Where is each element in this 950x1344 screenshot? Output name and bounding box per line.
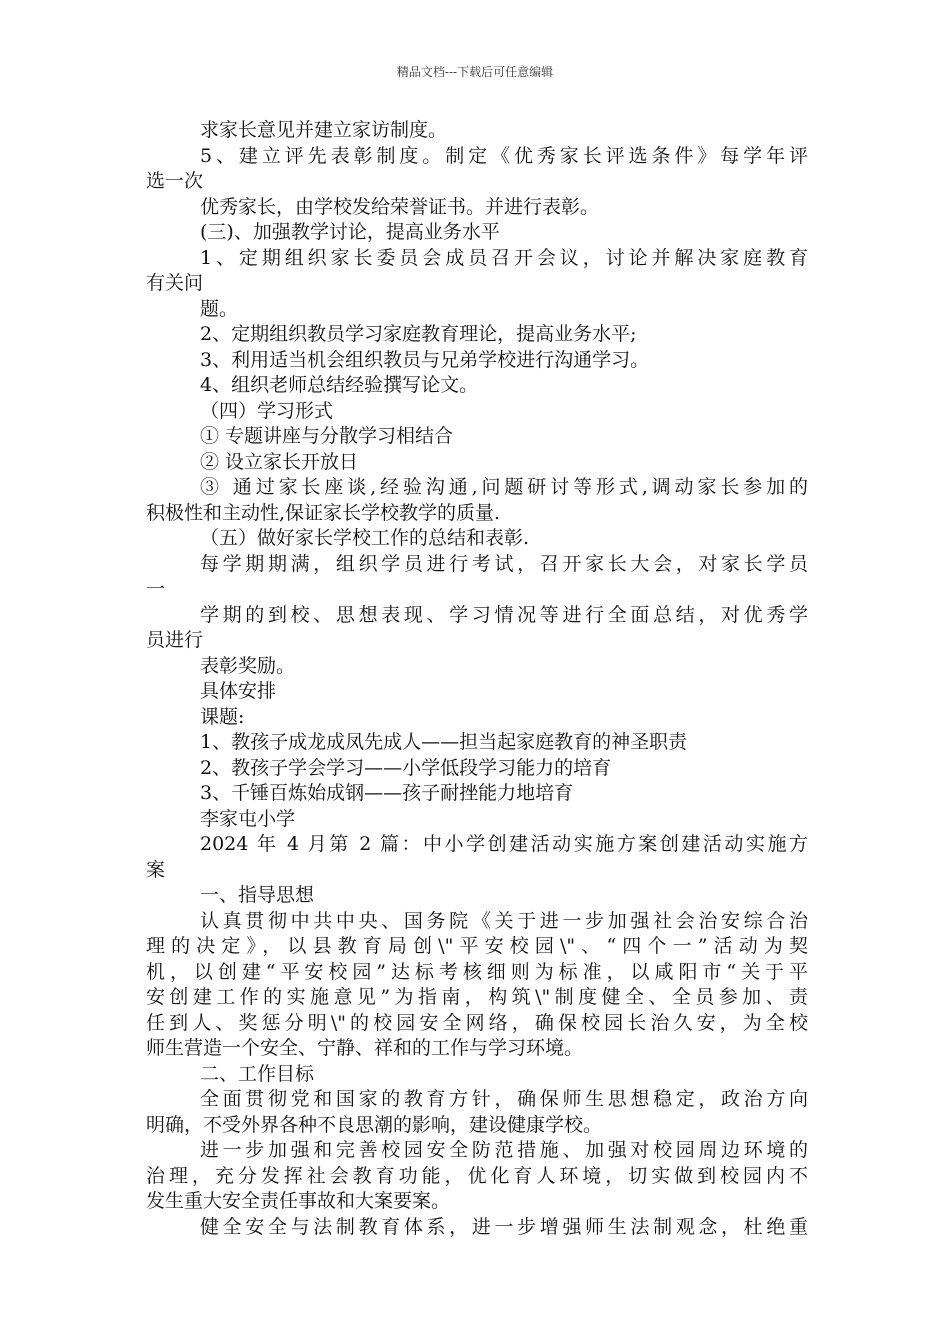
text-line: ③ 通过家长座谈,经验沟通,问题研讨等形式,调动家长参加的 xyxy=(200,476,808,498)
text-line: 2、定期组织教员学习家庭教育理论，提高业务水平; xyxy=(200,323,637,345)
text-line: 健全安全与法制教育体系，进一步增强师生法制观念，杜绝重 xyxy=(200,1215,808,1238)
text-line: 一 xyxy=(146,578,166,600)
text-line: 学期的到校、思想表现、学习情况等进行全面总结，对优秀学 xyxy=(200,603,808,626)
text-line: 1、定期组织家长委员会成员召开会议，讨论并解决家庭教育 xyxy=(200,246,808,269)
text-line: 治理，充分发挥社会教育功能，优化育人环境，切实做到校园内不 xyxy=(146,1164,808,1187)
text-line: 案 xyxy=(146,858,166,881)
text-line: (三)、加强教学讨论，提高业务水平 xyxy=(200,221,500,243)
text-line: 进一步加强和完善校园安全防范措施、加强对校园周边环境的 xyxy=(200,1139,808,1161)
text-line: 5、建立评先表彰制度。制定《优秀家长评选条件》每学年评 xyxy=(200,144,808,167)
text-line: ① 专题讲座与分散学习相结合 xyxy=(200,425,454,447)
text-line: 课题: xyxy=(200,705,245,728)
text-line: 3、利用适当机会组织教员与兄弟学校进行沟通学习。 xyxy=(200,348,650,371)
text-line: 积极性和主动性,保证家长学校教学的质量. xyxy=(146,501,501,524)
text-line: 认真贯彻中共中央、国务院《关于进一步加强社会治安综合治 xyxy=(200,909,808,932)
text-line: 3、千锤百炼始成钢——孩子耐挫能力地培育 xyxy=(200,782,574,804)
text-line: （四）学习形式 xyxy=(200,399,334,422)
text-line: 师生营造一个安全、宁静、祥和的工作与学习环境。 xyxy=(146,1037,584,1059)
text-line: 每学期期满，组织学员进行考试，召开家长大会，对家长学员 xyxy=(200,552,808,575)
text-line: 2024 年 4 月第 2 篇：中小学创建活动实施方案创建活动实施方 xyxy=(200,833,808,855)
text-line: 求家长意见并建立家访制度。 xyxy=(200,119,448,141)
text-line: 题。 xyxy=(200,297,239,320)
text-line: 机，以创建“平安校园”达标考核细则为标准，以咸阳市“关于平 xyxy=(146,960,808,983)
text-line: 表彰奖励。 xyxy=(200,654,296,677)
document-body xyxy=(146,118,808,1240)
text-line: 理的决定》，以县教育局创\"平安校园\"、“四个一”活动为契 xyxy=(146,935,808,957)
text-line: 一、指导思想 xyxy=(200,884,315,906)
text-line: （五）做好家长学校工作的总结和表彰. xyxy=(200,527,530,549)
text-line: 有关问 xyxy=(146,272,204,294)
page-header: 精品文档---下载后可任意编辑 xyxy=(396,65,554,79)
text-line: 优秀家长，由学校发给荣誉证书。并进行表彰。 xyxy=(200,195,600,218)
text-line: ② 设立家长开放日 xyxy=(200,450,359,473)
text-line: 全面贯彻党和国家的教育方针，确保师生思想稳定，政治方向 xyxy=(200,1088,808,1110)
text-line: 李家屯小学 xyxy=(200,807,296,830)
text-line: 4、组织老师总结经验撰写论文。 xyxy=(200,374,479,396)
text-line: 选一次 xyxy=(146,170,204,192)
text-line: 安创建工作的实施意见”为指南，构筑\"制度健全、全员参加、责 xyxy=(146,986,808,1008)
text-line: 发生重大安全责任事故和大案要案。 xyxy=(146,1190,451,1212)
text-line: 任到人、奖惩分明\"的校园安全网络，确保校园长治久安，为全校 xyxy=(146,1011,808,1034)
text-line: 具体安排 xyxy=(200,680,277,702)
text-line: 1、教孩子成龙成凤先成人——担当起家庭教育的神圣职责 xyxy=(200,731,688,753)
text-line: 明确，不受外界各种不良思潮的影响，建设健康学校。 xyxy=(146,1113,603,1136)
text-line: 二、工作目标 xyxy=(200,1062,315,1085)
text-line: 员进行 xyxy=(146,629,204,651)
text-line: 2、教孩子学会学习——小学低段学习能力的培育 xyxy=(200,756,612,779)
